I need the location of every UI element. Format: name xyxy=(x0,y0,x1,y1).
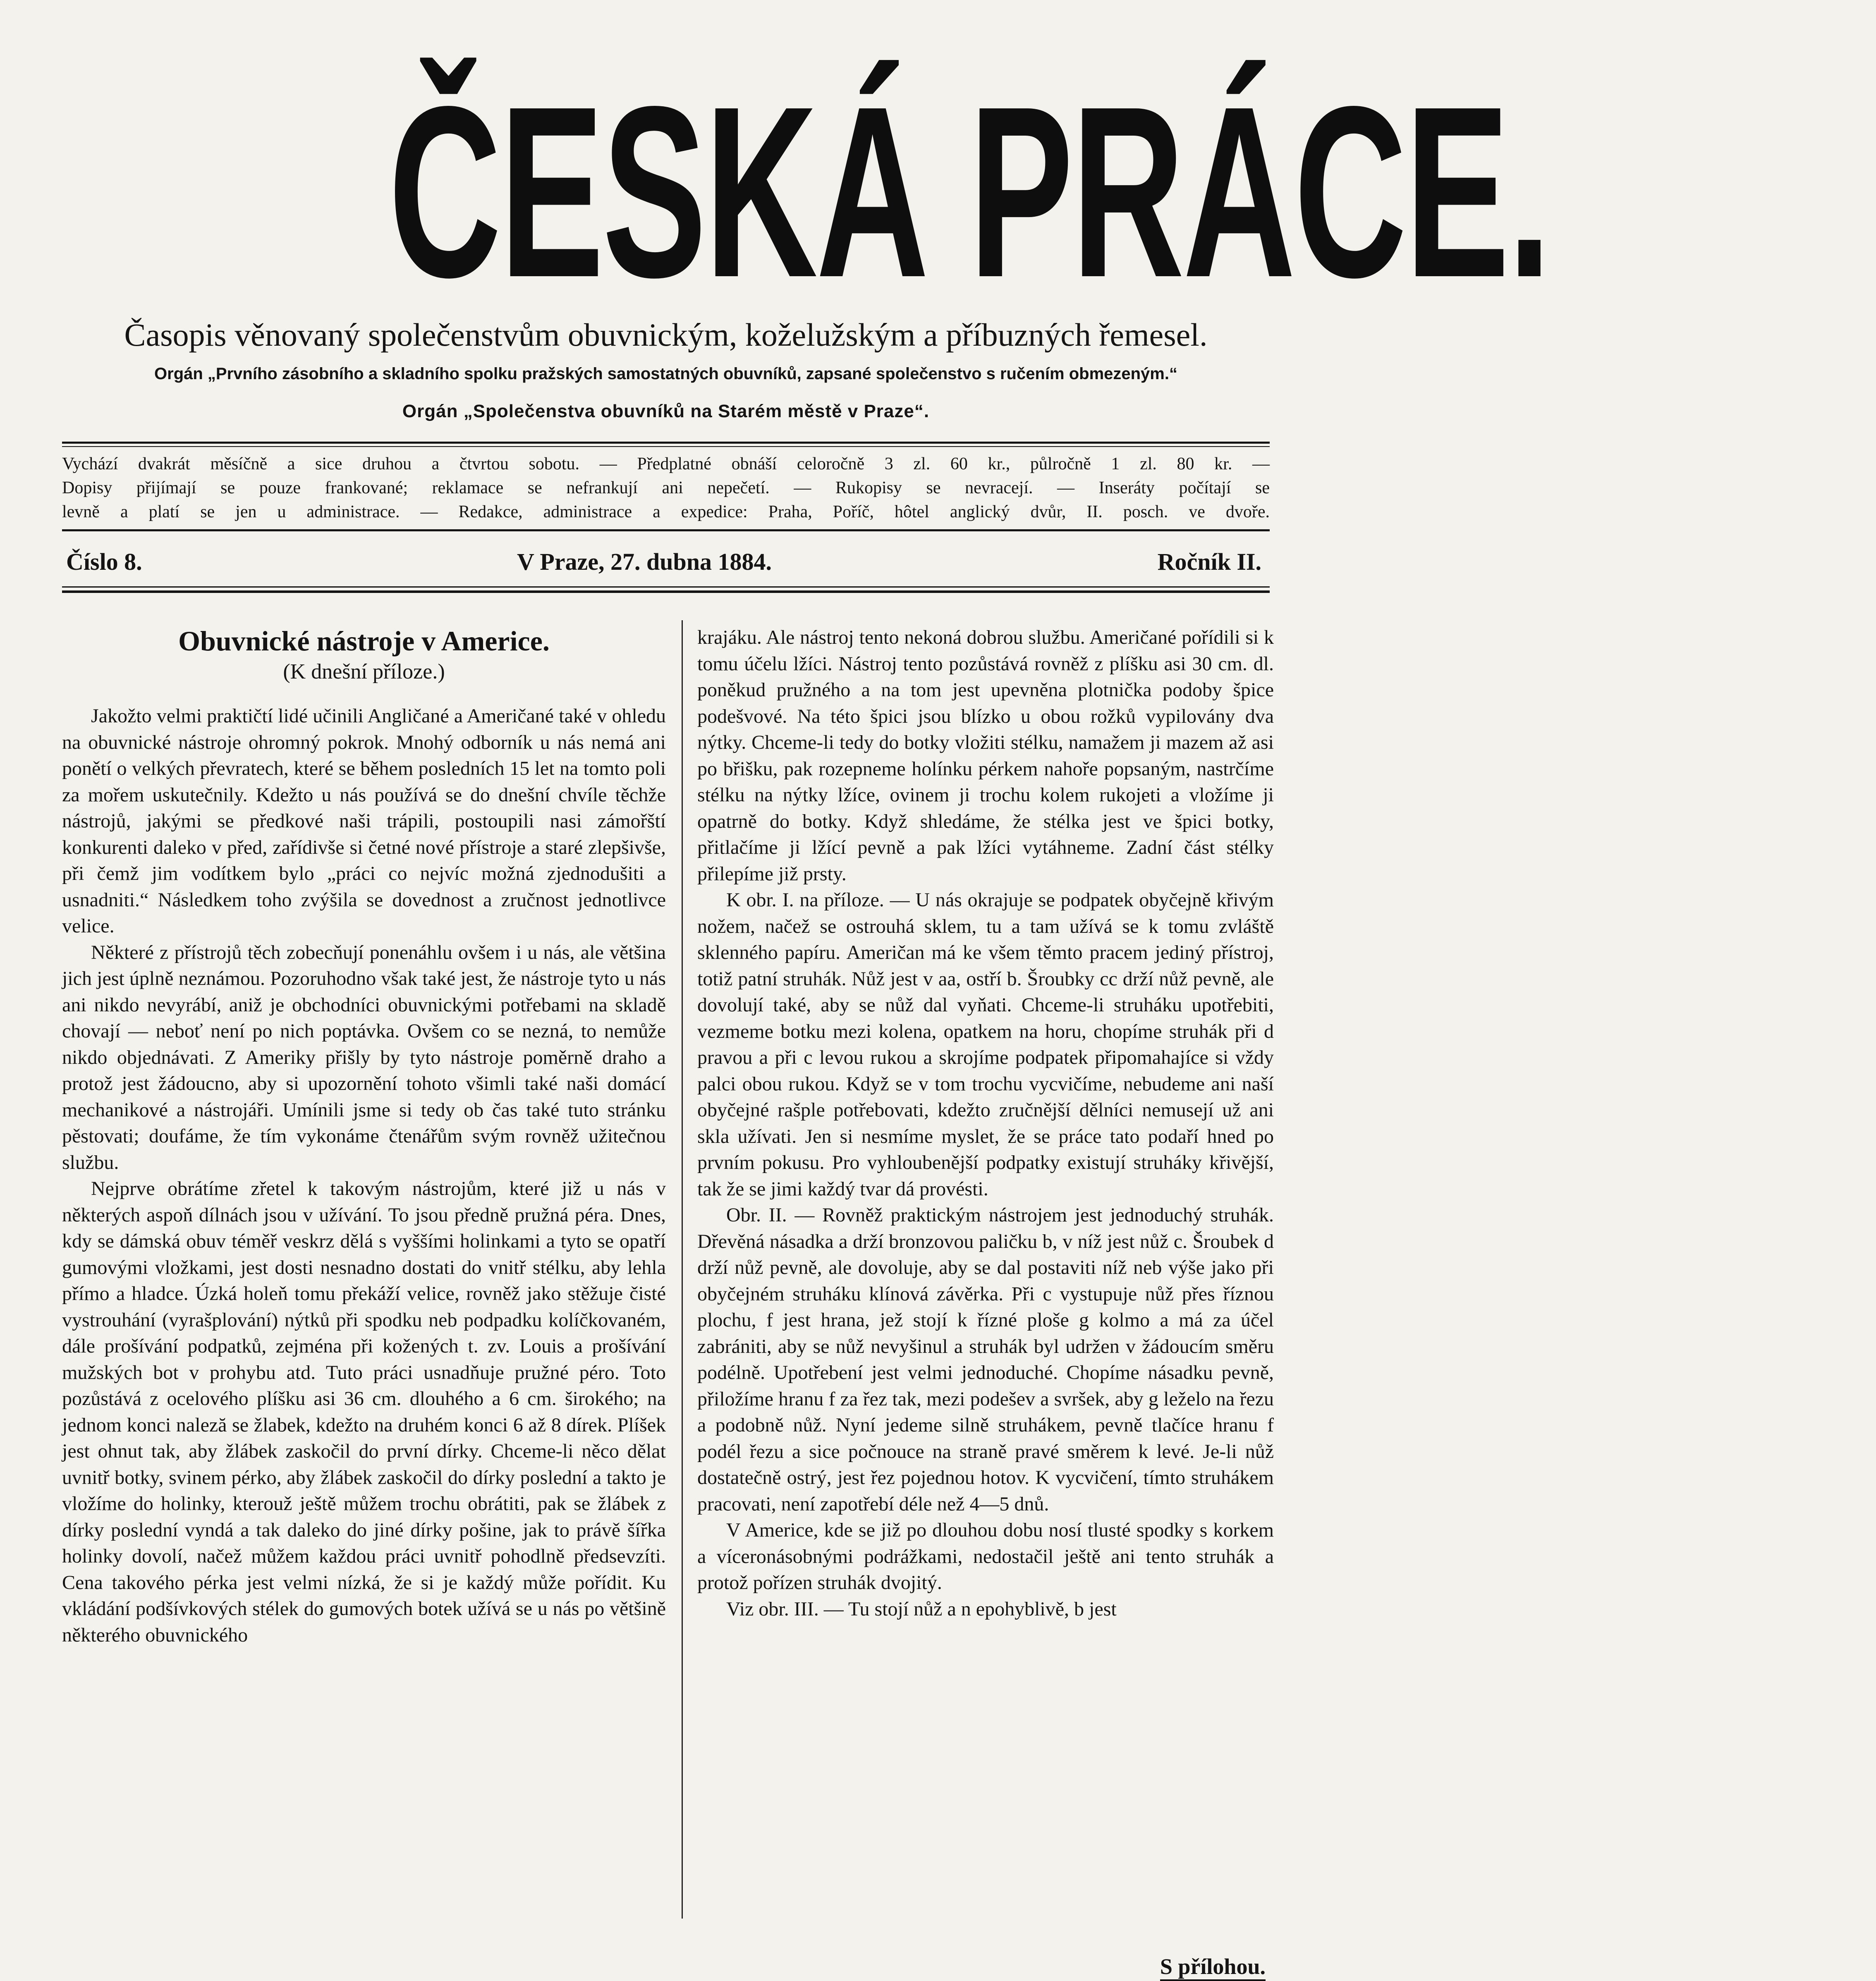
article-column-left xyxy=(62,624,666,1968)
article-paragraph: K obr. I. na příloze. — U nás okrajuje se podpatek obyčejně křivým nožem, načež se ostrouhá sklem, tu a tam užívá se k tomu zvláště sklenného papíru. Američan má ke všem těmto pracem jediný přístroj, totiž patní struhák. Nůž jest v aa, ostří b. Šroubky cc drží nůž pevně, ale dovolují také, aby se nůž dal vyňati. Chceme-li struháku upotřebiti, vezmeme botku mezi kolena, opatkem na horu, chopíme struhák při d pravou a při c levou rukou a skrojíme podpatek připomahajíce si vždy palci obou rukou. Když se v tom trochu vycvičíme, nebudeme ani naší obyčejné rašple potřebovati, kdežto zručnější dělníci nemusejí už ani skla užívati. Jen si nesmíme myslet, že se práce tato podaří hned po prvním pokusu. Pro vyhloubenější podpatky existují struháky křivější, tak že se jimi každý tvar dá provésti. xyxy=(697,889,1274,1200)
divider-rule xyxy=(62,529,1270,531)
issue-date: V Praze, 27. dubna 1884. xyxy=(517,548,772,575)
newspaper-subtitle: Časopis věnovaný společenstvům obuvnickým, koželužským a příbuzných řemesel. xyxy=(124,317,1208,353)
article-paragraph: Viz obr. III. — Tu stojí nůž a n epohyblivě, b jest xyxy=(726,1598,1117,1620)
article-paragraph: V Americe, kde se již po dlouhou dobu nosí tlusté spodky s korkem a víceronásobnými podrážkami, nedostačil ještě ani tento struhák a protož pořízen struhák dvojitý. xyxy=(697,1519,1274,1594)
article-subtitle: (K dnešní příloze.) xyxy=(283,660,445,683)
article-title: Obuvnické nástroje v Americe. xyxy=(178,625,550,657)
column-divider xyxy=(682,620,683,1919)
newspaper-title: ČESKÁ PRÁCE. xyxy=(388,56,1550,328)
issue-volume: Ročník II. xyxy=(1157,548,1261,575)
organ-secondary: Orgán „Společenstva obuvníků na Starém městě v Praze“. xyxy=(402,401,930,421)
divider-rule xyxy=(62,446,1270,447)
article-paragraph: Jakožto velmi praktičtí lidé učinili Angličané a Američané také v ohledu na obuvnické nástroje ohromný pokrok. Mnohý odborník u nás nemá ani ponětí o velkých převratech, které se během posledních 15 let na tomto poli za mořem uskutečnily. Kdežto u nás používá se do dnešní chvíle těchže nástrojů, jakými se předkové naši trápili, postoupili nasi zámořští konkurenti daleko v před, zařídivše si četné nové přístroje a staré zlepšivše, při čemž jim vodítkem bylo „práci co nejvíc možná zjednodušiti a usnadniti.“ Následkem toho zvýšila se dovednost a zručnost jednotlivce velice. xyxy=(62,705,666,937)
organ-primary: Orgán „Prvního zásobního a skladního spolku pražských samostatných obuvníků, zapsané společenstvo s ručením obmezeným.“ xyxy=(154,365,1177,383)
article-paragraph: Nejprve obrátíme zřetel k takovým nástrojům, které již u nás v některých aspoň dílnách jsou v užívání. To jsou předně pružná péra. Dnes, kdy se dámská obuv téměř veskrz dělá s vyššími holinkami a tyto se opatří gumovými vložkami, jest dosti nesnadno dostati do vnitř stélku, aby lehla přímo a hladce. Úzká holeň tomu překáží velice, rovněž jako stěžuje čisté vystrouhání (vyrašplování) nýtků při spodku neb podpadku kolíčkovaném, dále prošívání podpatků, zejména při kožených t. zv. Louis a prošívání mužských bot v prohybu atd. Tuto práci usnadňuje pružné péro. Toto pozůstává z ocelového plíšku asi 36 cm. dlouhého a 6 cm. širokého; na jednom konci naleză se žlabek, kdežto na druhém konci 6 až 8 dírek. Plíšek jest ohnut tak, aby žlábek zaskočil do první dírky. Chceme-li něco dělat uvnitř botky, svinem pérko, aby žlábek zaskočil do dírky poslední a takto je vložíme do holinky, kterouž ještě můžem trochu obrátiti, pak se žlábek z dírky poslední vyndá a tak daleko do jiné dírky pošine, jak to právě šířka holinky dovolí, načež můžem každou práci uvnitř pohodlně předsevzíti. Cena takového pérka jest velmi nízká, že si je každý může pořídit. Ku vkládání podšívkových stélek do gumových botek užívá se u nás po většině některého obuvnického xyxy=(62,1178,666,1646)
article-paragraph: Některé z přístrojů těch zobecňují ponenáhlu ovšem i u nás, ale většina jich jest úplně neznámou. Pozoruhodno však také jest, že nástroje tyto u nás ani nikdo nevyrábí, aniž je obchodníci obuvnickými potřebami na skladě chovají — neboť není po nich poptávka. Ovšem co se nezná, to nemůže nikdo objednávati. Z Ameriky přišly by tyto nástroje poměrně draho a protož jest žádoucno, aby si upozornění tohoto všimli také naši domácí mechanikové a nástrojáři. Umínili jsme si tedy ob čas také tuto stránku pěstovati; doufáme, že tím vykonáme čtenářům svým rovněž užitečnou službu. xyxy=(62,941,666,1173)
article-column-right xyxy=(697,624,1274,1968)
info-line: levně a platí se jen u administrace. — Redakce, administrace a expedice: Praha, Poříč, hôtel anglický dvůr, II. posch. ve dvoře. xyxy=(62,502,1270,521)
article-paragraph: krajáku. Ale nástroj tento nekoná dobrou službu. Američané pořídili si k tomu účelu lžíci. Nástroj tento pozůstává rovněž z plíšku asi 30 cm. dl. poněkud pružného a na tom jest upevněna plotnička podoby špice podešvové. Na této špici jsou blízko u obou rožků vypilovány dva nýtky. Chceme-li tedy do botky vložiti stélku, namažem ji mazem až asi po břišku, pak rozepneme holínku pérkem nahoře popsaným, nastrčíme stélku na nýtky lžíce, ovinem ji trochu kolem rukojeti a vložíme ji opatrně do botky. Když shledáme, že stélka jest ve špici botky, přitlačíme ji lžící pevně a pak lžíci vytáhneme. Zadní část stélky přilepíme již prsty. xyxy=(697,626,1274,885)
divider-rule xyxy=(62,442,1270,444)
issue-number: Číslo 8. xyxy=(66,548,142,575)
divider-rule xyxy=(62,590,1270,593)
divider-rule xyxy=(62,586,1270,588)
article-paragraph: Obr. II. — Rovněž praktickým nástrojem jest jednoduchý struhák. Dřevěná násadka a drží bronzovou paličku b, v níž jest nůž c. Šroubek d drží nůž pevně, ale dovoluje, aby se dal postaviti níž neb výše jako při obyčejném struháku klínová závěrka. Při c vystupuje nůž přes říznou plochu, f jest hrana, jež stojí k řízné ploše g kolmo a má za účel zabrániti, aby se nůž nevyšinul a struhák byl udržen v žádoucím směru podélně. Upotřebení jest velmi jednoduché. Chopíme násadku pevně, přiložíme hranu f za řez tak, mezi podešev a svršek, aby g leželo na řezu a podobně nůž. Nyní jedeme silně struhákem, pevně tlačíce hranu f podél řezu a sice počnouce na straně pravé směrem k levé. Je-li nůž dostatečně ostrý, jest řez pojednou hotov. K vycvičení, tímto struhákem pracovati, není zapotřebí déle než 4—5 dnů. xyxy=(697,1204,1274,1515)
issue-bar xyxy=(62,548,1270,581)
supplement-note: S přílohou. xyxy=(1160,1954,1266,1981)
info-line: Dopisy přijímají se pouze frankované; reklamace se nefrankují ani nepečetí. — Rukopisy se nevracejí. — Inseráty počítají se xyxy=(62,478,1270,497)
masthead xyxy=(62,56,1550,328)
newspaper-page xyxy=(62,0,1550,1981)
info-line: Vychází dvakrát měsíčně a sice druhou a čtvrtou sobotu. — Předplatné obnáší celoročně 3 zl. 60 kr., půlročně 1 zl. 80 kr. — xyxy=(62,454,1270,473)
